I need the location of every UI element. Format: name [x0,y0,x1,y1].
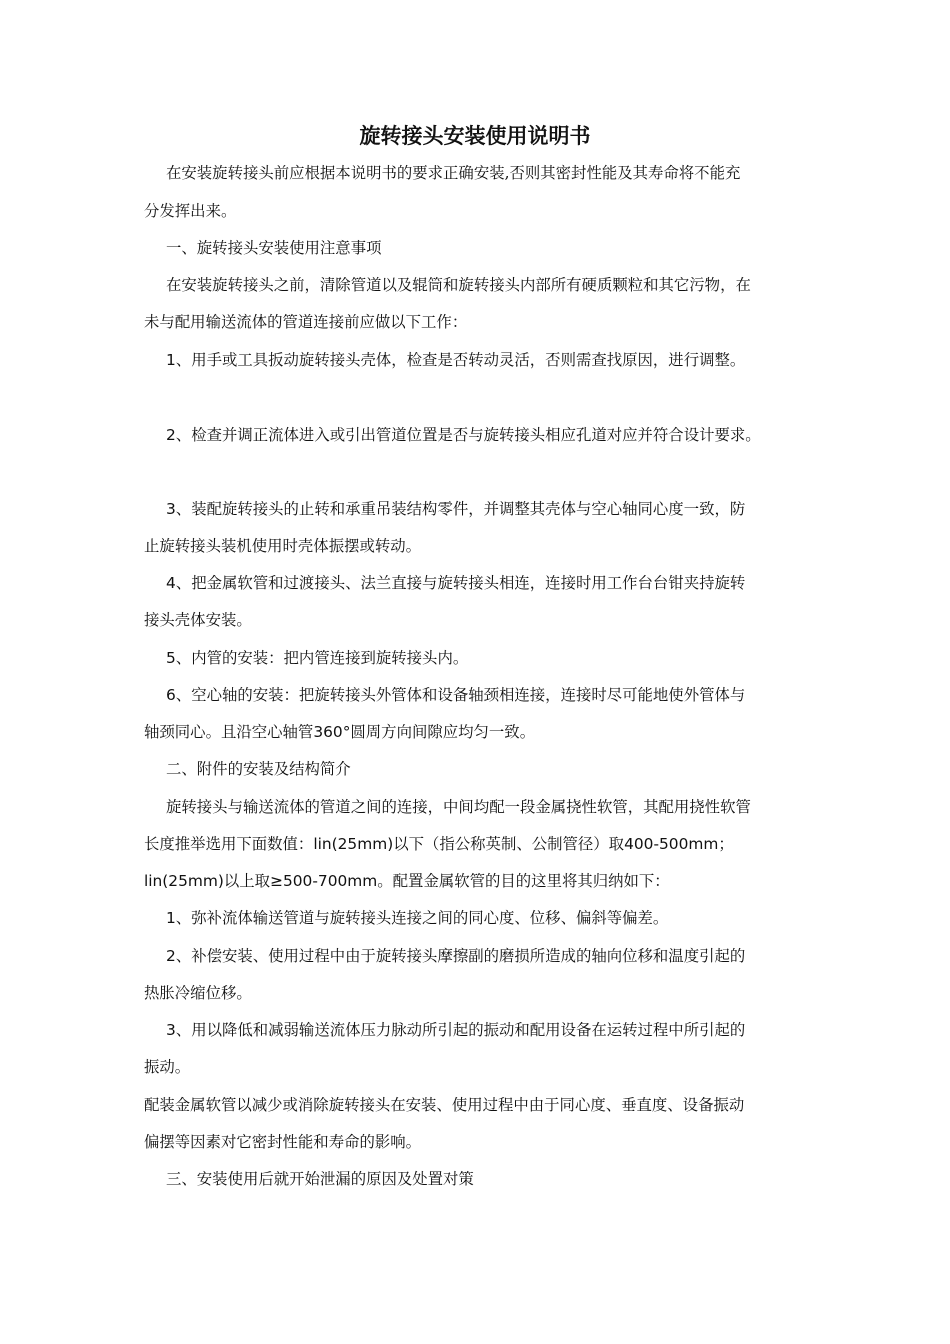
text-run: 长度推举选用下面数值： [144,835,314,853]
angle-value: 360° [313,723,351,741]
size-value: lin(25mm) [144,872,224,890]
item-text: 、空心轴的安装：把旋转接头外管体和设备轴颈相连接，连接时尽可能地使外管体与 [175,686,746,704]
section-2-item-1 [144,900,834,937]
section-2-item-3-line-2: 振动。 [144,1058,191,1076]
intro-line-2: 分发挥出来。 [144,202,237,220]
section-2-para-line-2 [144,826,812,863]
section-2-item-3 [144,1012,834,1049]
section-2-para-line-3 [144,863,812,900]
section-2-item-2-line-2: 热胀冷缩位移。 [144,984,252,1002]
section-2-heading: 二、附件的安装及结构简介 [166,760,351,778]
length-value: ≥500-700mm [270,872,378,890]
text-run: 以下（指公称英制、公制管径）取 [393,835,625,853]
item-text: 、装配旋转接头的止转和承重吊装结构零件，并调整其壳体与空心轴同心度一致，防 [175,500,746,518]
item-text: 、把金属软管和过渡接头、法兰直接与旋转接头相连，连接时用工作台台钳夹持旋转 [175,574,746,592]
item-number: 4 [166,574,176,592]
text-run: 轴颈同心。且沿空心轴管 [144,723,314,741]
section-2-closing-line-1: 配装金属软管以减少或消除旋转接头在安装、使用过程中由于同心度、垂直度、设备振动 [144,1096,745,1114]
section-1-item-6 [144,677,834,714]
section-1-item-4-line-2: 接头壳体安装。 [144,611,252,629]
item-number: 1 [166,909,176,927]
item-number: 3 [166,1021,176,1039]
length-value: 400-500mm [624,835,719,853]
section-1-item-3 [144,491,834,528]
item-number: 5 [166,649,176,667]
section-1-item-5 [144,640,834,677]
item-number: 2 [166,947,176,965]
section-1-item-3-line-2: 止旋转接头装机使用时壳体振摆或转动。 [144,537,422,555]
section-1-heading: 一、旋转接头安装使用注意事项 [166,239,382,257]
section-1-item-1 [144,342,834,379]
section-1-item-2 [144,417,834,454]
item-number: 1 [166,351,176,369]
item-text: 、内管的安装：把内管连接到旋转接头内。 [175,649,469,667]
item-text: 、检查并调正流体进入或引出管道位置是否与旋转接头相应孔道对应并符合设计要求。 [175,426,761,444]
item-number: 6 [166,686,176,704]
section-3-heading: 三、安装使用后就开始泄漏的原因及处置对策 [166,1170,474,1188]
text-run: 圆周方向间隙应均匀一致。 [350,723,536,741]
item-text: 、用以降低和减弱输送流体压力脉动所引起的振动和配用设备在运转过程中所引起的 [175,1021,746,1039]
text-run: 。配置金属软管的目的这里将其归纳如下： [377,872,670,890]
document-title: 旋转接头安装使用说明书 [359,123,591,148]
item-number: 2 [166,426,176,444]
item-text: 、补偿安装、使用过程中由于旋转接头摩擦副的磨损所造成的轴向位移和温度引起的 [175,947,746,965]
section-2-closing-line-2: 偏摆等因素对它密封性能和寿命的影响。 [144,1133,422,1151]
section-1-item-6-line-2 [144,714,812,751]
intro-line-1: 在安装旋转接头前应根据本说明书的要求正确安装,否则其密封性能及其寿命将不能充 [166,164,741,182]
item-text: 、弥补流体输送管道与旋转接头连接之间的同心度、位移、偏斜等偏差。 [175,909,669,927]
section-2-para-line-1: 旋转接头与输送流体的管道之间的连接，中间均配一段金属挠性软管，其配用挠性软管 [166,798,751,816]
section-1-lead-line-2: 未与配用输送流体的管道连接前应做以下工作： [144,313,468,331]
section-1-item-4 [144,565,834,602]
section-1-lead-line-1: 在安装旋转接头之前，清除管道以及辊筒和旋转接头内部所有硬质颗粒和其它污物，在 [166,276,751,294]
size-value: lin(25mm) [313,835,394,853]
item-number: 3 [166,500,176,518]
section-2-item-2 [144,938,834,975]
item-text: 、用手或工具扳动旋转接头壳体，检查是否转动灵活，否则需查找原因，进行调整。 [175,351,746,369]
text-run: ； [718,835,734,853]
text-run: 以上取 [223,872,271,890]
